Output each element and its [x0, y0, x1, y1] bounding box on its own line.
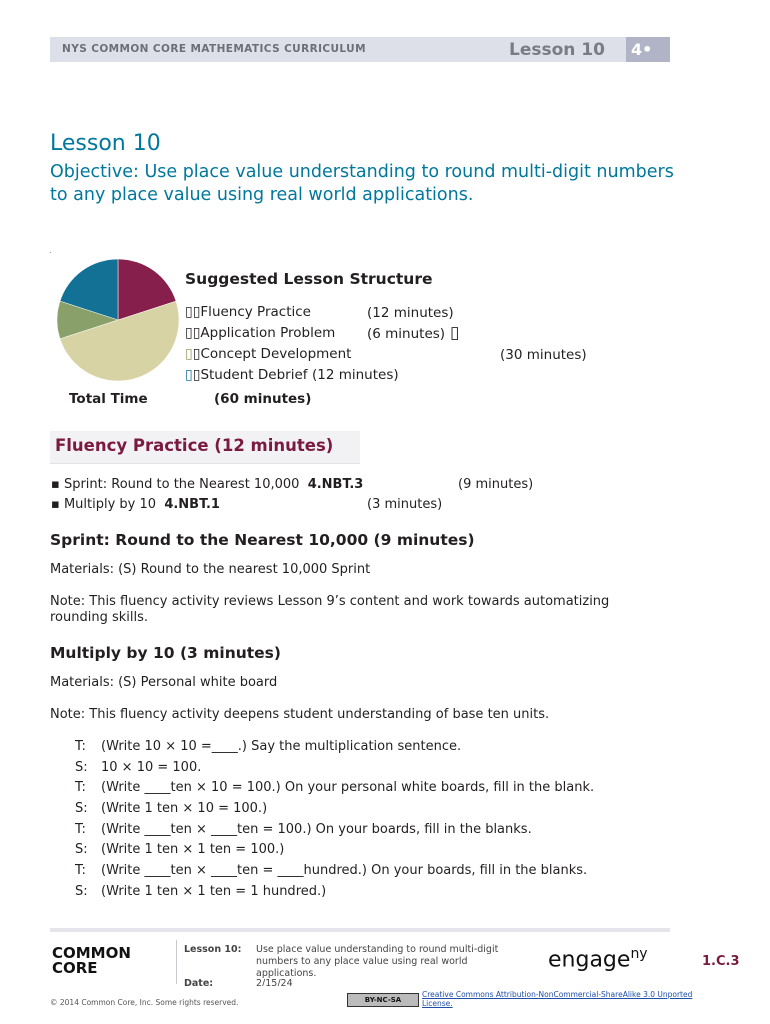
- placeholder-box-icon: ▯: [450, 323, 460, 343]
- dialogue-line: (Write 10 × 10 =____.) Say the multiplication sentence.: [101, 739, 462, 754]
- header-lesson-number: Lesson 10: [509, 40, 605, 60]
- fluency-bullet-sprint-minutes: (9 minutes): [458, 477, 534, 492]
- page-code: 1.C.3: [702, 954, 740, 969]
- fluency-bullet-sprint: ▪ Sprint: Round to the Nearest 10,000 4.NBT.3: [51, 477, 364, 492]
- curriculum-title: NYS COMMON CORE MATHEMATICS CURRICULUM: [62, 43, 366, 55]
- placeholder-box-icon: ▯: [192, 346, 201, 362]
- structure-row-concept: ▯▯Concept Development: [185, 346, 352, 362]
- sprint-note: Note: This fluency activity reviews Lesson 9’s content and work towards automatizing rounding skills.: [50, 594, 610, 625]
- lesson-objective: Objective: Use place value understanding to round multi-digit numbers to any place value using real world applications.: [50, 162, 674, 205]
- sprint-heading: Sprint: Round to the Nearest 10,000 (9 minutes): [50, 531, 475, 549]
- placeholder-box-icon: ▯▯: [185, 304, 201, 320]
- dialogue-speaker: T:: [75, 863, 86, 878]
- multiply-heading: Multiply by 10 (3 minutes): [50, 644, 281, 662]
- engageny-logo: engage$^{ny}$: [548, 946, 648, 973]
- placeholder-box-icon: ▯: [185, 346, 193, 362]
- dialogue-speaker: S:: [75, 801, 88, 816]
- footer-date-value: 2/15/24: [256, 978, 293, 986]
- dialogue-line: (Write 1 ten × 1 ten = 1 hundred.): [101, 884, 327, 899]
- dialogue-line: (Write ____ten × ____ten = ____hundred.) On your boards, fill in the blanks.: [101, 863, 588, 878]
- dialogue-line: 10 × 10 = 100.: [101, 760, 202, 775]
- dialogue-line: (Write ____ten × 10 = 100.) On your personal white boards, fill in the blank.: [101, 780, 595, 795]
- fluency-heading: Fluency Practice (12 minutes): [55, 436, 334, 455]
- footer-lesson-label: Lesson 10:: [184, 944, 242, 955]
- structure-row-debrief: ▯▯Student Debrief (12 minutes): [185, 367, 399, 383]
- dialogue-speaker: S:: [75, 884, 88, 899]
- multiply-materials: Materials: (S) Personal white board: [50, 675, 278, 690]
- total-time-label: Total Time: [69, 391, 148, 407]
- footer-rule: [50, 928, 670, 932]
- dialogue-speaker: T:: [75, 822, 86, 837]
- footer-date-label: Date:: [184, 978, 214, 986]
- total-time-value: (60 minutes): [214, 391, 312, 407]
- structure-minutes-application: (6 minutes): [367, 326, 446, 342]
- dialogue-speaker: T:: [75, 780, 86, 795]
- placeholder-box-icon: ▯: [185, 367, 193, 383]
- sprint-materials: Materials: (S) Round to the nearest 10,000 Sprint: [50, 562, 371, 577]
- creative-commons-badge: BY-NC-SA: [347, 993, 419, 1007]
- lesson-title: Lesson 10: [50, 131, 161, 156]
- grade-badge-text: 4•: [631, 40, 653, 59]
- lesson-structure-pie-chart: [57, 257, 179, 383]
- fluency-bullet-multiply-minutes: (3 minutes): [367, 497, 443, 512]
- bullet-icon: ▪: [51, 477, 60, 492]
- dialogue-speaker: T:: [75, 739, 86, 754]
- multiply-note: Note: This fluency activity deepens student understanding of base ten units.: [50, 707, 550, 722]
- footer-separator: [176, 940, 177, 984]
- dialogue-speaker: S:: [75, 760, 88, 775]
- dialogue-line: (Write 1 ten × 10 = 100.): [101, 801, 268, 816]
- placeholder-box-icon: ▯: [192, 367, 201, 383]
- dialogue-line: (Write 1 ten × 1 ten = 100.): [101, 842, 285, 857]
- bullet-icon: ▪: [51, 497, 60, 512]
- structure-minutes-concept: (30 minutes): [500, 347, 587, 363]
- structure-heading: Suggested Lesson Structure: [185, 270, 433, 288]
- common-core-logo: COMMON CORE: [52, 944, 131, 977]
- copyright: © 2014 Common Core, Inc. Some rights reserved.: [50, 998, 239, 1007]
- footer-lesson-description: Use place value understanding to round multi-digit numbers to any place value using real world applications.: [256, 944, 499, 979]
- fluency-bullet-multiply: ▪ Multiply by 10 4.NBT.1: [51, 497, 220, 512]
- dialogue-speaker: S:: [75, 842, 88, 857]
- placeholder-box-icon: ▯▯: [185, 325, 201, 341]
- license-link[interactable]: Creative Commons Attribution-NonCommercial-ShareAlike 3.0 Unported License.: [422, 990, 693, 1008]
- stray-dot: .: [49, 246, 52, 255]
- structure-row-application: ▯▯Application Problem: [185, 325, 336, 341]
- structure-row-fluency: ▯▯Fluency Practice: [185, 304, 311, 320]
- dialogue-line: (Write ____ten × ____ten = 100.) On your boards, fill in the blanks.: [101, 822, 532, 837]
- structure-minutes-fluency: (12 minutes): [367, 305, 454, 321]
